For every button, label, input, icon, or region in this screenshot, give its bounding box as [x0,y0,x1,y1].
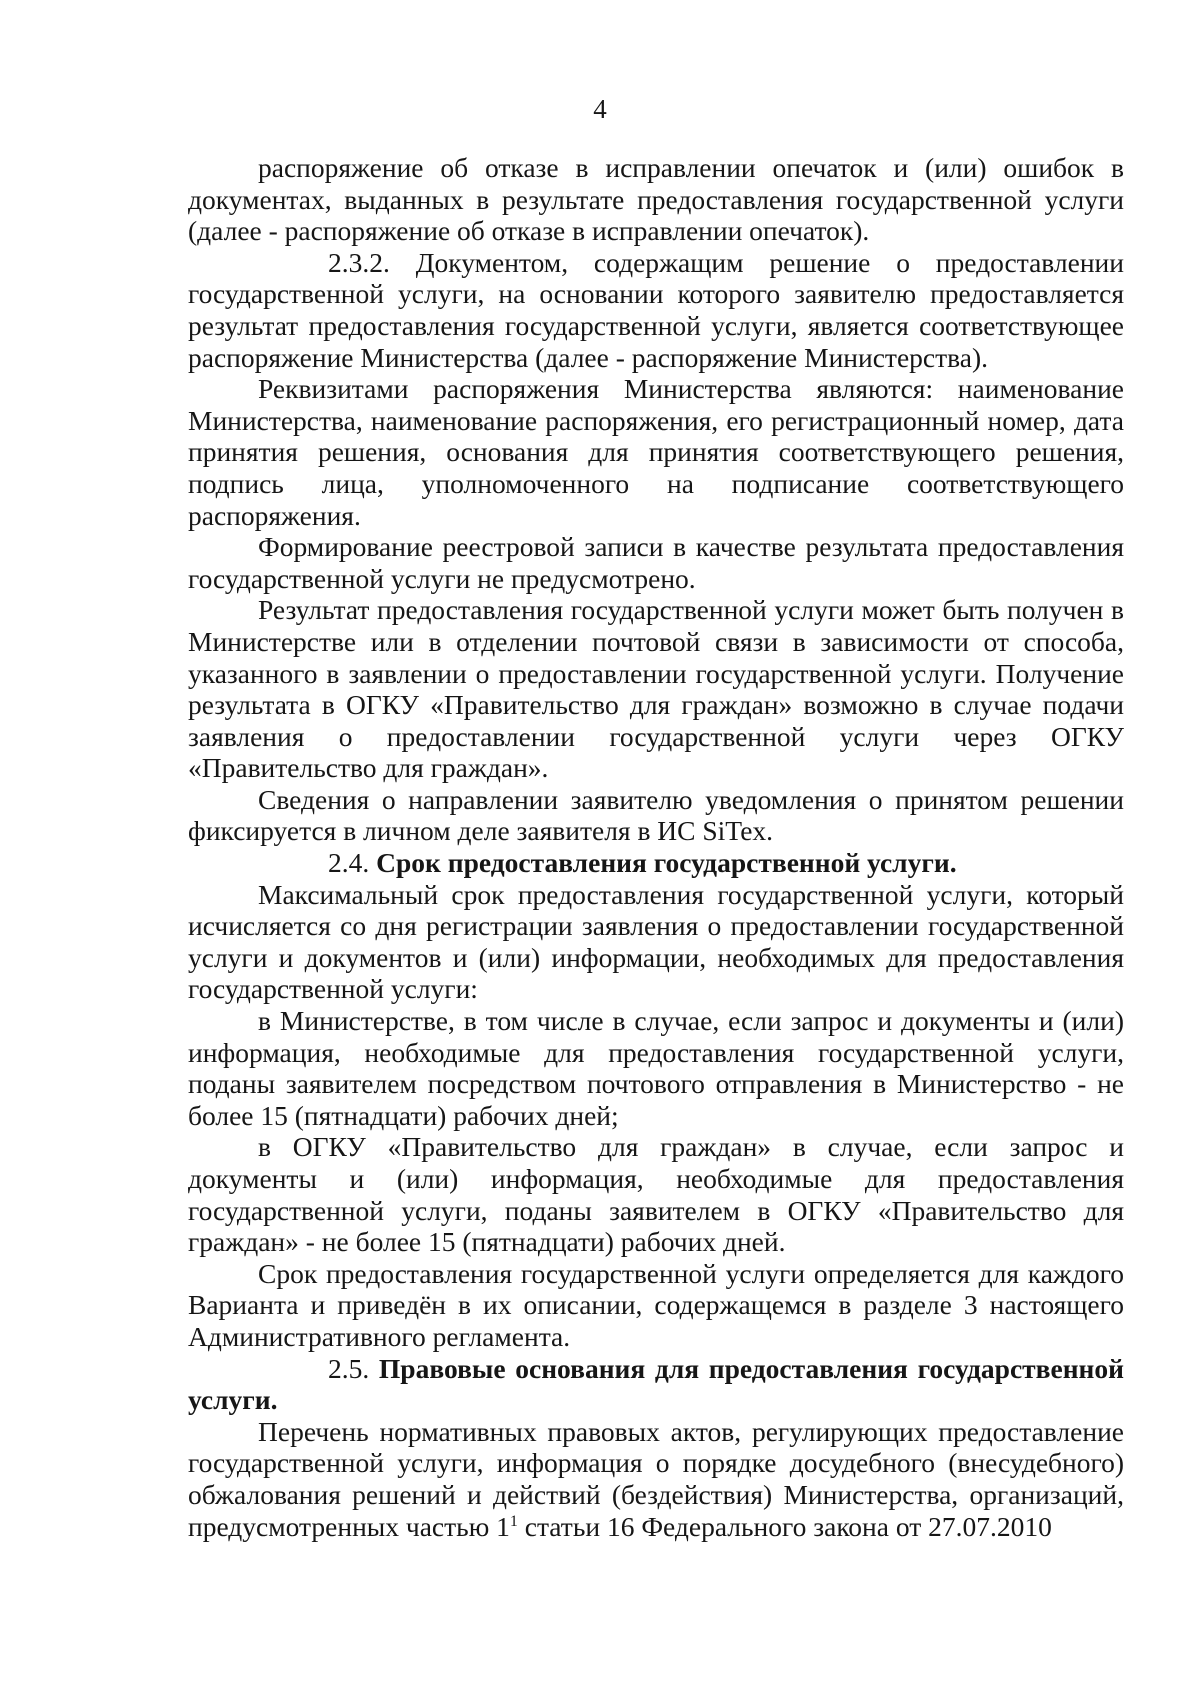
paragraph-legal-acts [188,1416,1124,1542]
paragraph-continuation: распоряжение об отказе в исправлении опечаток и (или) ошибок в документах, выданных в результате предоставления государственной услуги (далее - распоряжение об отказе в исправлении опечаток). [188,152,1124,247]
paragraph-registry-record: Формирование реестровой записи в качестве результата предоставления государственной услуги не предусмотрено. [188,531,1124,594]
paragraph-result-receipt: Результат предоставления государственной услуги может быть получен в Министерстве или в отделении почтовой связи в зависимости от способа, указанного в заявлении о предоставлении государственной услуги. Получение результата в ОГКУ «Правительство для граждан» возможно в случае подачи заявления о предоставлении государственной услуги через ОГКУ «Правительство для граждан». [188,594,1124,784]
section-title: Срок предоставления государственной услуги [376,847,950,879]
paragraph-text-tail: статьи 16 Федерального закона от 27.07.2010 [517,1510,1052,1542]
superscript: 1 [509,1512,518,1530]
paragraph-max-term: Максимальный срок предоставления государственной услуги, который исчисляется со дня регистрации заявления о предоставлении государственной услуги и документов и (или) информации, необходимых для предоставления государственной услуги: [188,878,1124,1005]
paragraph-requisites: Реквизитами распоряжения Министерства являются: наименование Министерства, наименование распоряжения, его регистрационный номер, дата принятия решения, основания для принятия соответствующего решения, подпись лица, уполномоченного на подписание соответствующего распоряжения. [188,373,1124,531]
paragraph-ministry-term: в Министерстве, в том числе в случае, если запрос и документы и (или) информация, необходимые для предоставления государственной услуги, поданы заявителем посредством почтового отправления в Министерство - не более 15 (пятнадцати) рабочих дней; [188,1005,1124,1131]
paragraph-text: Перечень нормативных правовых актов, регулирующих предоставление государственной услуги, информация о порядке досудебного (внесудебного) обжалования решений и действий (бездействия) Министерства, организаций, предусмотренных частью 1 [188,1415,1124,1542]
document-body [188,152,1124,1542]
section-number: 2.5. [328,1352,370,1384]
section-title: Правовые основания для предоставления государственной услуги. [188,1352,1124,1416]
section-number: 2.4. [328,847,370,879]
section-number: 2.3.2. [328,246,390,278]
paragraph-notification: Сведения о направлении заявителю уведомления о принятом решении фиксируется в личном деле заявителя в ИС SiTex. [188,783,1124,847]
paragraph-text: Документом, содержащим решение о предоставлении государственной услуги, на основании которого заявителю предоставляется результат предоставления государственной услуги, является соответствующее распоряжение Министерства (далее - распоряжение Министерства). [188,246,1124,373]
paragraph-2-3-2 [188,247,1124,373]
page-number: 4 [593,94,607,124]
heading-2-5 [188,1353,1124,1416]
paragraph-variant-term: Срок предоставления государственной услуги определяется для каждого Варианта и приведён в их описании, содержащемся в разделе 3 настоящего Административного регламента. [188,1257,1124,1352]
section-title-period: . [949,847,957,879]
paragraph-ogku-term: в ОГКУ «Правительство для граждан» в случае, если запрос и документы и (или) информация, необходимые для предоставления государственной услуги, поданы заявителем в ОГКУ «Правительство для граждан» - не более 15 (пятнадцати) рабочих дней. [188,1131,1124,1258]
heading-2-4 [188,847,1124,879]
